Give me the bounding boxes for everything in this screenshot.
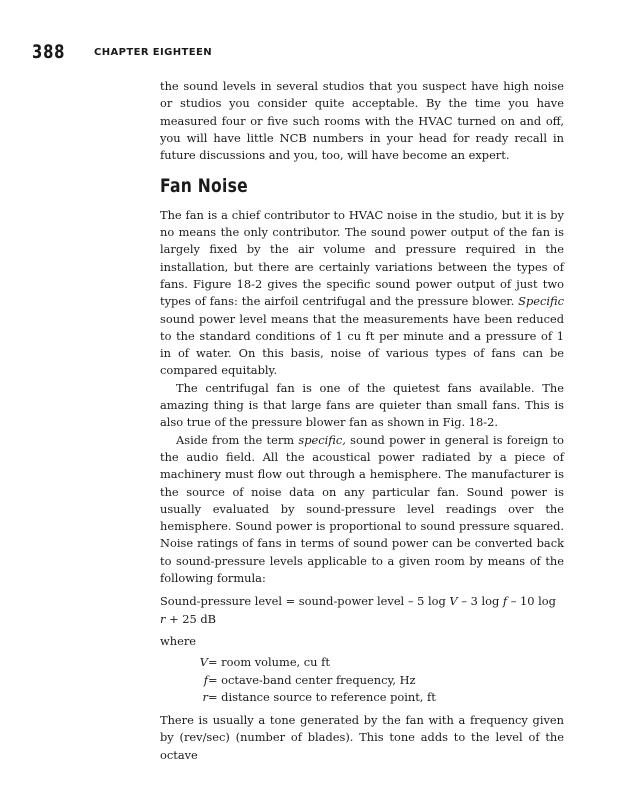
variable-definitions (160, 654, 564, 706)
definition-item (186, 654, 564, 671)
p1-text-b: sound power level means that the measurements have been reduced to the standard conditions of 1 cu ft per minute and a pressure of 1 in of water. On this basis, noise of various types of fans can be compared equitably. (160, 311, 564, 378)
p3-text-a: Aside from the term (176, 432, 295, 447)
paragraph-sound-power (160, 432, 564, 588)
formula-part-2: – 3 log (457, 594, 503, 609)
formula-part-1: Sound-pressure level = sound-power level – 5 log (160, 594, 450, 609)
chapter-title: CHAPTER EIGHTEEN (94, 46, 212, 58)
definition-text: = distance source to reference point, ft (208, 689, 436, 704)
p1-emphasis: Specific (518, 294, 564, 309)
p3-emphasis: specific, (298, 432, 346, 447)
definition-symbol: r (202, 689, 208, 704)
p3-text-b: sound power in general is foreign to the audio field. All the acoustical power radiated by a piece of machinery must flow out through a hemisphere. The manufacturer is the source of noise data on any particular fan. Sound power is usually evaluated by sound-pressure level readings over the hemisphere. Sound power is proportional to sound pressure squared. Noise ratings of fans in terms of sound power can be converted back to sound-pressure levels applicable to a given room by means of the following formula: (160, 432, 564, 586)
section-heading: Fan Noise (160, 175, 248, 198)
formula-var-r: r (160, 611, 166, 626)
closing-paragraph: There is usually a tone generated by the fan with a frequency given by (rev/sec) (number of blades). This tone adds to the level of the octave (160, 713, 564, 762)
page-body (160, 78, 564, 764)
running-header (32, 42, 212, 62)
definition-item (186, 689, 564, 706)
page-number: 388 (32, 41, 66, 63)
intro-paragraph: the sound levels in several studios that you suspect have high noise or studios you consider quite acceptable. By the time you have measured four or five such rooms with the HVAC turned on and off, you will have little NCB numbers in your head for ready recall in future discussions and you, too, will have become an expert. (160, 79, 564, 163)
formula-part-3: – 10 log (507, 594, 556, 609)
definition-item (186, 672, 564, 689)
paragraph-fan-contributor (160, 207, 564, 380)
formula-var-v: V (449, 594, 458, 609)
definition-symbol: V (199, 655, 208, 670)
p1-text-a: The fan is a chief contributor to HVAC noise in the studio, but it is by no means the only contributor. The sound power output of the fan is largely fixed by the air volume and pressure required in the installation, but there are certainly variations between the types of fans. Figure 18-2 gives the specific sound power output of just two types of fans: the airfoil centrifugal and the pressure blower. (160, 207, 564, 309)
definition-text: = octave-band center frequency, Hz (208, 672, 416, 687)
where-label: where (160, 633, 197, 648)
definition-text: = room volume, cu ft (208, 655, 330, 670)
paragraph-centrifugal-fan: The centrifugal fan is one of the quietest fans available. The amazing thing is that large fans are quieter than small fans. This is also true of the pressure blower fan as shown in Fig. 18-2. (160, 380, 564, 430)
formula-part-4: + 25 dB (165, 611, 217, 626)
formula (160, 593, 564, 628)
formula-var-f: f (502, 594, 508, 609)
definition-symbol: f (203, 672, 208, 687)
